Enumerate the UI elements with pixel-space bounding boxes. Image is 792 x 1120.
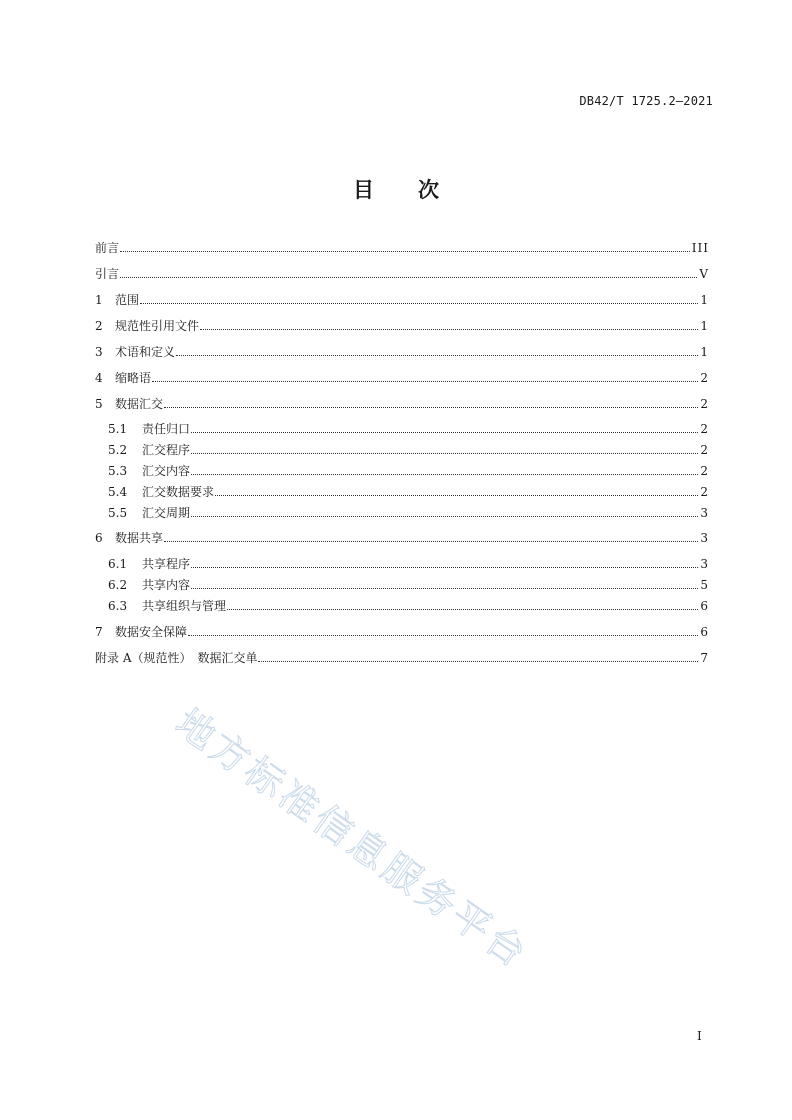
toc-entry-page: 3 xyxy=(700,506,709,520)
toc-leader xyxy=(191,432,698,433)
toc-entry-appendix-a[interactable] xyxy=(95,650,709,666)
toc-entry-label: 附录 A（规范性） 数据汇交单 xyxy=(95,651,258,665)
toc-entry-page: 2 xyxy=(700,371,709,385)
watermark: 地方标准信息服务平台 xyxy=(167,700,537,978)
toc-entry-number: 6.3 xyxy=(108,599,128,613)
toc-entry-label: 规范性引用文件 xyxy=(115,319,200,333)
toc-leader xyxy=(191,516,698,517)
toc-leader xyxy=(191,588,698,589)
toc-entry-label: 缩略语 xyxy=(115,371,152,385)
title-char-1: 目 xyxy=(353,178,374,202)
toc-leader xyxy=(152,381,698,382)
standard-code: DB42/T 1725.2—2021 xyxy=(579,94,713,108)
toc-entry-page: 3 xyxy=(700,531,709,545)
toc-entry-label: 范围 xyxy=(115,293,140,307)
toc-entry-section-6-1[interactable] xyxy=(108,556,709,572)
toc-entry-page: 1 xyxy=(700,319,709,333)
toc-entry-label: 汇交数据要求 xyxy=(142,485,215,499)
toc-entry-section-2[interactable] xyxy=(95,318,709,334)
toc-entry-page: 2 xyxy=(700,443,709,457)
page-title xyxy=(0,174,792,204)
toc-entry-page: 2 xyxy=(700,485,709,499)
toc-leader xyxy=(188,635,698,636)
toc-entry-introduction[interactable] xyxy=(95,266,709,282)
toc-entry-number: 7 xyxy=(95,625,103,639)
footer-page-number: I xyxy=(697,1029,702,1043)
toc-entry-page: 3 xyxy=(700,557,709,571)
toc-entry-section-5-4[interactable] xyxy=(108,484,709,500)
toc-entry-label: 共享程序 xyxy=(142,557,191,571)
toc-entry-number: 5.1 xyxy=(108,422,128,436)
toc-entry-label: 术语和定义 xyxy=(115,345,176,359)
toc-entry-label: 数据汇交 xyxy=(115,397,164,411)
toc-entry-number: 1 xyxy=(95,293,103,307)
toc-entry-number: 5.2 xyxy=(108,443,128,457)
toc-entry-section-1[interactable] xyxy=(95,292,709,308)
toc-leader xyxy=(140,303,698,304)
toc-entry-number: 6 xyxy=(95,531,103,545)
toc-entry-number: 6.2 xyxy=(108,578,128,592)
toc-entry-section-6-2[interactable] xyxy=(108,577,709,593)
toc-entry-number: 3 xyxy=(95,345,103,359)
toc-leader xyxy=(215,495,698,496)
toc-entry-number: 2 xyxy=(95,319,103,333)
toc-leader xyxy=(164,407,698,408)
toc-entry-page: 2 xyxy=(700,397,709,411)
toc-entry-label: 引言 xyxy=(95,267,120,281)
toc-entry-number: 5.5 xyxy=(108,506,128,520)
toc-entry-label: 汇交程序 xyxy=(142,443,191,457)
toc-entry-section-5-5[interactable] xyxy=(108,505,709,521)
toc-entry-page: 2 xyxy=(700,422,709,436)
toc-leader xyxy=(164,541,698,542)
toc-entry-page: 1 xyxy=(700,293,709,307)
toc-entry-label: 责任归口 xyxy=(142,422,191,436)
toc-entry-page: 7 xyxy=(700,651,709,665)
toc-entry-number: 5 xyxy=(95,397,103,411)
toc-entry-label: 数据安全保障 xyxy=(115,625,188,639)
toc-leader xyxy=(227,609,698,610)
toc-leader xyxy=(258,661,698,662)
toc-entry-section-7[interactable] xyxy=(95,624,709,640)
toc-entry-number: 5.3 xyxy=(108,464,128,478)
toc-entry-label: 汇交内容 xyxy=(142,464,191,478)
toc-entry-number: 4 xyxy=(95,371,103,385)
toc-entry-number: 6.1 xyxy=(108,557,128,571)
title-char-2: 次 xyxy=(418,178,439,202)
toc-entry-page: 6 xyxy=(700,625,709,639)
toc-entry-label: 前言 xyxy=(95,241,120,255)
toc-leader xyxy=(191,567,698,568)
toc-entry-page: V xyxy=(699,267,709,281)
toc-entry-section-3[interactable] xyxy=(95,344,709,360)
toc-entry-section-6-3[interactable] xyxy=(108,598,709,614)
toc-entry-page: III xyxy=(691,241,709,255)
toc-entry-foreword[interactable] xyxy=(95,240,709,256)
toc-entry-section-6[interactable] xyxy=(95,530,709,546)
toc-entry-section-5-3[interactable] xyxy=(108,463,709,479)
toc-entry-section-5-2[interactable] xyxy=(108,442,709,458)
toc-entry-number: 5.4 xyxy=(108,485,128,499)
toc-entry-label: 汇交周期 xyxy=(142,506,191,520)
toc-entry-page: 2 xyxy=(700,464,709,478)
toc-leader xyxy=(120,251,690,252)
toc-leader xyxy=(120,277,697,278)
toc-leader xyxy=(191,453,698,454)
toc-entry-page: 5 xyxy=(700,578,709,592)
toc-entry-page: 6 xyxy=(700,599,709,613)
toc-entry-page: 1 xyxy=(700,345,709,359)
toc-leader xyxy=(200,329,698,330)
toc-entry-label: 数据共享 xyxy=(115,531,164,545)
toc-entry-label: 共享组织与管理 xyxy=(142,599,227,613)
toc-entry-section-5[interactable] xyxy=(95,396,709,412)
toc-leader xyxy=(176,355,698,356)
toc-entry-section-5-1[interactable] xyxy=(108,421,709,437)
toc-entry-section-4[interactable] xyxy=(95,370,709,386)
toc-entry-label: 共享内容 xyxy=(142,578,191,592)
toc-leader xyxy=(191,474,698,475)
